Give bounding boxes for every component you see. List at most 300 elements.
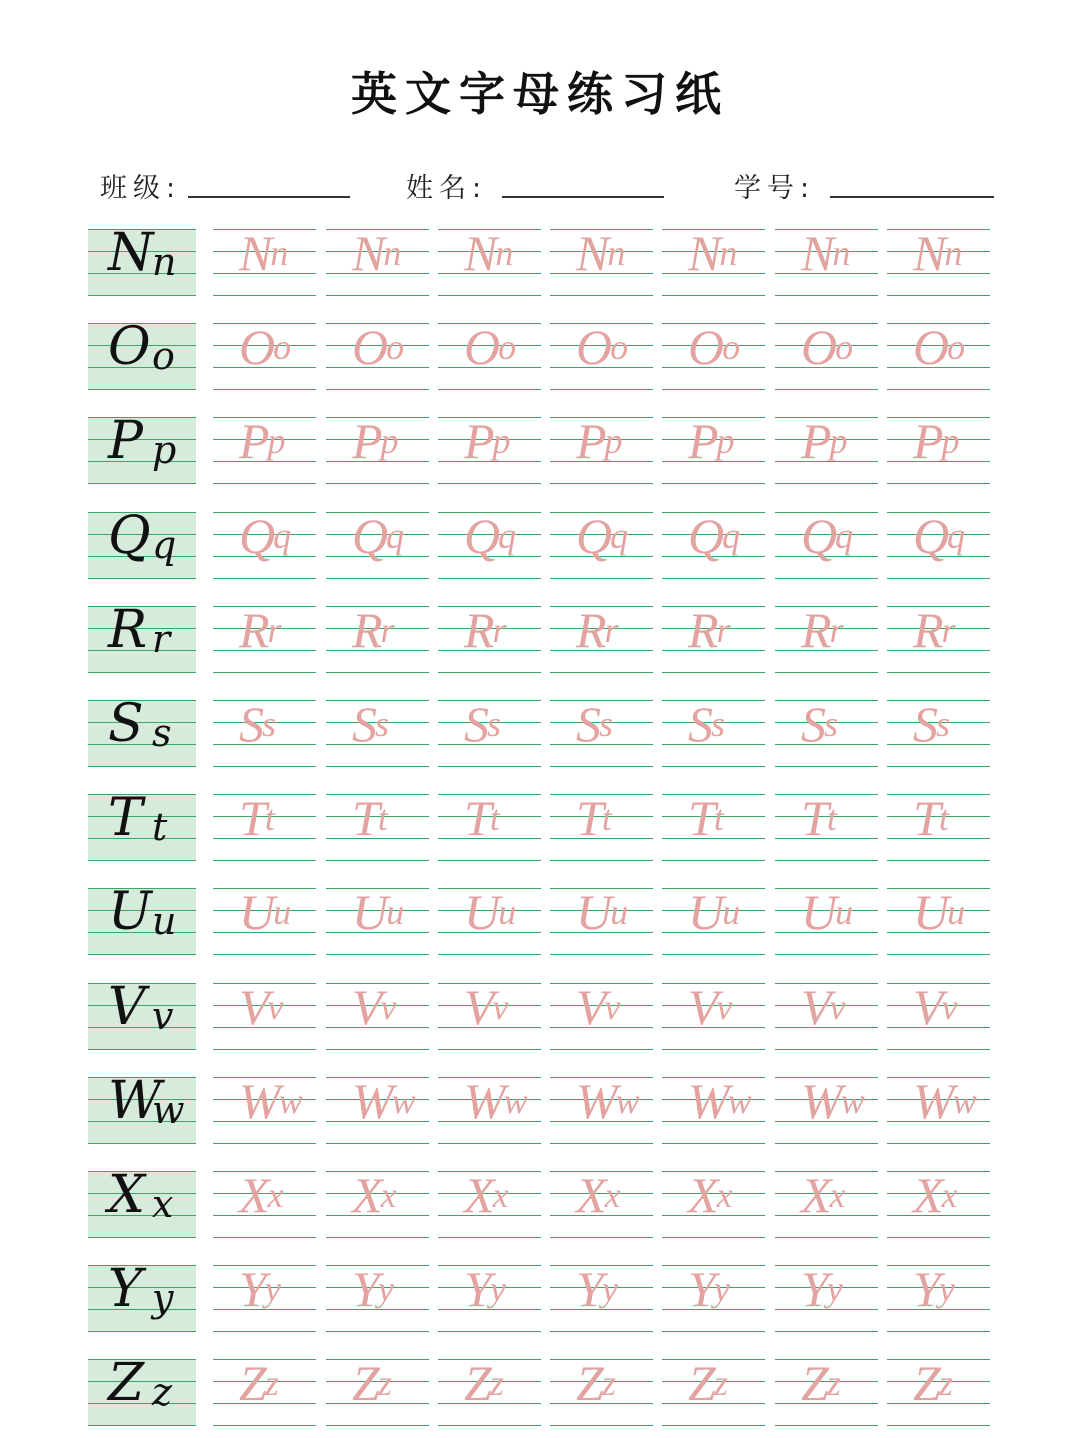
trace-lowercase: o [610, 327, 629, 368]
trace-cell[interactable] [775, 790, 881, 860]
trace-cell[interactable] [213, 319, 319, 389]
trace-uppercase: O [801, 319, 838, 376]
trace-uppercase: W [352, 1072, 394, 1129]
trace-lowercase: n [270, 233, 289, 273]
trace-uppercase: V [352, 978, 383, 1035]
trace-cell[interactable] [775, 413, 881, 483]
trace-cell[interactable] [662, 225, 768, 295]
student-id-blank-line[interactable] [830, 196, 994, 198]
trace-guide-line [887, 1331, 990, 1332]
trace-lowercase: s [936, 704, 951, 744]
model-lowercase: p [152, 428, 177, 473]
trace-uppercase: T [352, 790, 380, 847]
trace-lowercase: n [607, 233, 626, 273]
trace-cell[interactable] [438, 601, 544, 672]
trace-lowercase: w [952, 1080, 977, 1121]
trace-cell[interactable] [550, 1261, 656, 1331]
trace-guide-line [438, 1049, 541, 1050]
trace-cell[interactable] [326, 978, 432, 1049]
trace-lowercase: w [615, 1080, 640, 1121]
trace-cell[interactable] [213, 884, 319, 954]
trace-lowercase: r [941, 609, 956, 650]
trace-cell[interactable] [887, 1167, 993, 1237]
trace-guide-line [887, 1237, 990, 1238]
trace-guide-line [550, 389, 653, 390]
trace-cell[interactable] [662, 884, 768, 954]
trace-uppercase: Z [576, 1355, 604, 1412]
trace-cell[interactable] [662, 319, 768, 389]
trace-uppercase: R [801, 601, 832, 658]
trace-guide-line [662, 389, 765, 390]
trace-uppercase: V [239, 978, 270, 1035]
trace-lowercase: o [722, 327, 741, 368]
trace-uppercase: N [464, 225, 498, 281]
trace-letter-pair [352, 696, 390, 752]
trace-lowercase: r [492, 609, 507, 650]
trace-uppercase: R [239, 601, 270, 658]
trace-uppercase: Y [576, 1261, 604, 1318]
trace-lowercase: u [835, 892, 854, 933]
trace-letter-pair [239, 1072, 303, 1129]
trace-guide-line [438, 295, 541, 296]
letter-row [0, 1165, 1080, 1237]
trace-cell[interactable] [213, 1167, 319, 1237]
model-letter-pair [88, 788, 196, 860]
trace-letter-pair [464, 225, 514, 281]
name-blank-line[interactable] [502, 196, 664, 198]
trace-uppercase: V [688, 978, 719, 1035]
trace-letter-pair [801, 1261, 843, 1318]
trace-uppercase: O [576, 319, 613, 376]
trace-cell[interactable] [775, 978, 881, 1049]
trace-uppercase: Y [464, 1261, 492, 1318]
trace-uppercase: Y [688, 1261, 716, 1318]
trace-letter-pair [464, 790, 500, 847]
trace-lowercase: q [835, 515, 854, 556]
trace-uppercase: O [464, 319, 501, 376]
trace-guide-line [213, 1143, 316, 1144]
model-uppercase: R [108, 599, 148, 660]
trace-guide-line [438, 1331, 541, 1332]
trace-uppercase: O [688, 319, 725, 376]
trace-cell[interactable] [887, 601, 993, 672]
trace-letter-pair [576, 601, 619, 658]
trace-cell[interactable] [326, 413, 432, 483]
student-id-field[interactable] [734, 160, 1000, 208]
trace-cell[interactable] [438, 1355, 544, 1425]
trace-letter-pair [688, 1261, 730, 1318]
trace-guide-line [775, 672, 878, 673]
trace-letter-pair [688, 319, 741, 376]
trace-lowercase: y [826, 1269, 843, 1310]
trace-guide-line [438, 1237, 541, 1238]
model-uppercase: V [108, 976, 146, 1037]
trace-lowercase: p [604, 421, 623, 462]
trace-guide-line [550, 766, 653, 767]
trace-cell[interactable] [550, 507, 656, 578]
trace-uppercase: Z [464, 1355, 492, 1412]
trace-letter-pair [688, 507, 741, 564]
trace-cell[interactable] [550, 790, 656, 860]
trace-guide-line [775, 1331, 878, 1332]
trace-guide-line [326, 1237, 429, 1238]
trace-cell[interactable] [550, 413, 656, 483]
trace-letter-pair [913, 601, 956, 658]
trace-letter-pair [688, 601, 731, 658]
trace-cell[interactable] [887, 1072, 993, 1143]
trace-cell[interactable] [662, 1261, 768, 1331]
trace-lowercase: s [824, 704, 839, 744]
trace-letter-pair [801, 884, 854, 941]
trace-cell[interactable] [662, 978, 768, 1049]
trace-letter-pair [688, 1355, 728, 1412]
trace-cell[interactable] [887, 790, 993, 860]
trace-cell[interactable] [775, 1261, 881, 1331]
trace-cell[interactable] [326, 696, 432, 766]
trace-guide-line [887, 860, 990, 861]
trace-cell[interactable] [326, 601, 432, 672]
trace-cell[interactable] [662, 1167, 768, 1237]
trace-cell[interactable] [213, 507, 319, 578]
trace-cell[interactable] [326, 225, 432, 295]
trace-uppercase: Y [239, 1261, 267, 1318]
trace-guide-line [438, 483, 541, 484]
trace-cell[interactable] [550, 225, 656, 295]
trace-guide-line [326, 1331, 429, 1332]
trace-cell[interactable] [438, 1072, 544, 1143]
trace-uppercase: O [239, 319, 276, 376]
trace-cell[interactable] [438, 978, 544, 1049]
trace-cell[interactable] [438, 696, 544, 766]
model-letter-pair [88, 223, 196, 295]
trace-guide-line [662, 1425, 765, 1426]
trace-uppercase: X [239, 1167, 270, 1223]
trace-cell[interactable] [438, 507, 544, 578]
trace-cell[interactable] [326, 1072, 432, 1143]
trace-uppercase: Q [352, 507, 389, 564]
trace-lowercase: p [492, 421, 511, 462]
trace-uppercase: S [576, 696, 601, 752]
trace-letter-pair [464, 884, 517, 941]
trace-cell[interactable] [775, 884, 881, 954]
trace-guide-line [887, 672, 990, 673]
trace-lowercase: x [380, 1175, 397, 1215]
trace-lowercase: s [262, 704, 277, 744]
trace-cell[interactable] [775, 601, 881, 672]
trace-cell[interactable] [775, 507, 881, 578]
trace-lowercase: o [498, 327, 517, 368]
trace-cell[interactable] [550, 601, 656, 672]
trace-guide-line [887, 1143, 990, 1144]
trace-lowercase: t [264, 798, 275, 839]
trace-uppercase: N [239, 225, 273, 281]
trace-uppercase: T [801, 790, 829, 847]
trace-cell[interactable] [775, 1167, 881, 1237]
trace-cell[interactable] [775, 696, 881, 766]
trace-guide-line [550, 1331, 653, 1332]
trace-guide-line [775, 1049, 878, 1050]
trace-letter-pair [239, 413, 286, 470]
trace-lowercase: r [604, 609, 619, 650]
trace-lowercase: z [938, 1363, 953, 1404]
model-uppercase: Y [108, 1259, 143, 1320]
trace-cell[interactable] [438, 225, 544, 295]
trace-cell[interactable] [662, 1072, 768, 1143]
trace-cell[interactable] [326, 1261, 432, 1331]
trace-letter-pair [913, 1261, 955, 1318]
trace-cell[interactable] [775, 1355, 881, 1425]
trace-cell[interactable] [887, 413, 993, 483]
trace-cell[interactable] [550, 1167, 656, 1237]
trace-cell[interactable] [662, 601, 768, 672]
trace-guide-line [438, 766, 541, 767]
trace-uppercase: T [576, 790, 604, 847]
trace-letter-pair [801, 413, 848, 470]
trace-guide-line [775, 578, 878, 579]
trace-guide-line [326, 578, 429, 579]
trace-guide-line [887, 766, 990, 767]
trace-uppercase: R [688, 601, 719, 658]
trace-lowercase: y [264, 1269, 281, 1310]
trace-cell[interactable] [887, 319, 993, 389]
trace-guide-line [326, 1143, 429, 1144]
trace-cell[interactable] [887, 884, 993, 954]
trace-cell[interactable] [662, 507, 768, 578]
trace-letter-pair [801, 1167, 846, 1223]
trace-cell[interactable] [887, 1355, 993, 1425]
trace-uppercase: Q [913, 507, 950, 564]
letter-row [0, 976, 1080, 1049]
trace-guide-line [550, 1049, 653, 1050]
trace-letter-pair [239, 225, 289, 281]
student-info-row [100, 160, 1000, 210]
trace-letter-pair [464, 601, 507, 658]
trace-cell[interactable] [550, 319, 656, 389]
trace-lowercase: p [829, 421, 848, 462]
class-blank-line[interactable] [188, 196, 350, 198]
trace-guide-line [326, 1049, 429, 1050]
trace-letter-pair [352, 1355, 392, 1412]
trace-guide-line [213, 1237, 316, 1238]
trace-letter-pair [801, 696, 839, 752]
trace-guide-line [213, 1425, 316, 1426]
model-lowercase: z [152, 1370, 173, 1415]
trace-cell[interactable] [775, 1072, 881, 1143]
model-uppercase: S [108, 694, 144, 754]
trace-lowercase: q [273, 515, 292, 556]
trace-guide-line [775, 483, 878, 484]
trace-cell[interactable] [775, 225, 881, 295]
trace-cell[interactable] [213, 225, 319, 295]
trace-cell[interactable] [662, 696, 768, 766]
trace-cell[interactable] [326, 790, 432, 860]
letter-row [0, 1353, 1080, 1425]
trace-cell[interactable] [887, 507, 993, 578]
trace-lowercase: u [498, 892, 517, 933]
trace-guide-line [550, 1425, 653, 1426]
trace-letter-pair [576, 884, 629, 941]
trace-cell[interactable] [438, 884, 544, 954]
trace-lowercase: x [492, 1175, 509, 1215]
trace-uppercase: Z [239, 1355, 267, 1412]
trace-cell[interactable] [326, 1355, 432, 1425]
model-guide-line [88, 578, 196, 579]
trace-guide-line [662, 1331, 765, 1332]
trace-uppercase: U [239, 884, 276, 941]
trace-lowercase: w [727, 1080, 752, 1121]
trace-cell[interactable] [550, 1355, 656, 1425]
trace-guide-line [213, 578, 316, 579]
model-uppercase: Q [108, 505, 151, 566]
letter-row [0, 788, 1080, 860]
trace-uppercase: N [801, 225, 835, 281]
trace-lowercase: u [947, 892, 966, 933]
trace-cell[interactable] [438, 1261, 544, 1331]
trace-lowercase: t [826, 798, 837, 839]
trace-uppercase: S [464, 696, 489, 752]
trace-letter-pair [464, 1355, 504, 1412]
trace-cell[interactable] [887, 696, 993, 766]
trace-guide-line [662, 860, 765, 861]
trace-letter-pair [576, 225, 626, 281]
trace-cell[interactable] [213, 1261, 319, 1331]
model-lowercase: q [152, 522, 177, 567]
trace-lowercase: u [386, 892, 405, 933]
trace-cell[interactable] [887, 225, 993, 295]
trace-guide-line [326, 389, 429, 390]
trace-cell[interactable] [438, 1167, 544, 1237]
trace-letter-pair [688, 1167, 733, 1223]
letter-row [0, 317, 1080, 389]
trace-cell[interactable] [887, 978, 993, 1049]
trace-lowercase: u [273, 892, 292, 933]
trace-letter-pair [464, 978, 509, 1035]
trace-lowercase: r [829, 609, 844, 650]
trace-cell[interactable] [775, 319, 881, 389]
model-lowercase: r [152, 616, 171, 661]
trace-cell[interactable] [326, 319, 432, 389]
trace-cell[interactable] [550, 978, 656, 1049]
trace-lowercase: r [267, 609, 282, 650]
model-lowercase: v [152, 993, 174, 1038]
trace-letter-pair [352, 1167, 397, 1223]
trace-lowercase: t [489, 798, 500, 839]
trace-cell[interactable] [550, 696, 656, 766]
model-lowercase: u [152, 899, 177, 944]
model-letter-pair [88, 1353, 196, 1425]
trace-guide-line [326, 483, 429, 484]
letter-row [0, 223, 1080, 295]
trace-letter-pair [913, 790, 949, 847]
trace-lowercase: n [495, 233, 514, 273]
trace-cell[interactable] [438, 319, 544, 389]
trace-lowercase: w [503, 1080, 528, 1121]
trace-cell[interactable] [213, 790, 319, 860]
model-guide-line [88, 1237, 196, 1238]
trace-guide-line [438, 1143, 541, 1144]
model-uppercase: X [108, 1165, 146, 1225]
model-letter-pair [88, 882, 196, 954]
trace-lowercase: v [716, 986, 733, 1027]
trace-cell[interactable] [662, 413, 768, 483]
trace-lowercase: t [601, 798, 612, 839]
trace-cell[interactable] [213, 1355, 319, 1425]
trace-guide-line [887, 1425, 990, 1426]
trace-cell[interactable] [438, 790, 544, 860]
trace-cell[interactable] [550, 884, 656, 954]
trace-uppercase: U [801, 884, 838, 941]
trace-cell[interactable] [662, 1355, 768, 1425]
trace-letter-pair [239, 1167, 284, 1223]
trace-cell[interactable] [213, 413, 319, 483]
trace-guide-line [213, 1049, 316, 1050]
trace-uppercase: R [464, 601, 495, 658]
trace-cell[interactable] [213, 696, 319, 766]
trace-uppercase: U [688, 884, 725, 941]
trace-uppercase: T [688, 790, 716, 847]
trace-letter-pair [464, 1167, 509, 1223]
trace-uppercase: O [913, 319, 950, 376]
model-letter-pair [88, 1070, 196, 1143]
model-guide-line [88, 1425, 196, 1426]
trace-lowercase: n [944, 233, 963, 273]
trace-letter-pair [352, 790, 388, 847]
model-lowercase: x [152, 1182, 174, 1226]
trace-guide-line [213, 766, 316, 767]
trace-letter-pair [576, 1072, 640, 1129]
trace-cell[interactable] [662, 790, 768, 860]
trace-cell[interactable] [438, 413, 544, 483]
trace-guide-line [662, 483, 765, 484]
trace-letter-pair [239, 884, 292, 941]
trace-letter-pair [688, 696, 726, 752]
trace-cell[interactable] [213, 1072, 319, 1143]
trace-cell[interactable] [213, 601, 319, 672]
name-label: 姓名: [406, 173, 488, 204]
trace-guide-line [550, 860, 653, 861]
trace-uppercase: Z [352, 1355, 380, 1412]
trace-cell[interactable] [550, 1072, 656, 1143]
trace-cell[interactable] [326, 507, 432, 578]
trace-guide-line [326, 295, 429, 296]
trace-cell[interactable] [326, 884, 432, 954]
trace-lowercase: t [713, 798, 724, 839]
trace-letter-pair [239, 696, 277, 752]
trace-lowercase: s [599, 704, 614, 744]
trace-guide-line [213, 954, 316, 955]
trace-guide-line [887, 954, 990, 955]
trace-cell[interactable] [887, 1261, 993, 1331]
trace-cell[interactable] [213, 978, 319, 1049]
trace-letter-pair [464, 1261, 506, 1318]
trace-lowercase: v [380, 986, 397, 1027]
trace-lowercase: y [601, 1269, 618, 1310]
trace-lowercase: w [840, 1080, 865, 1121]
trace-lowercase: v [604, 986, 621, 1027]
trace-uppercase: V [801, 978, 832, 1035]
class-field[interactable] [100, 160, 352, 208]
trace-uppercase: W [576, 1072, 618, 1129]
trace-letter-pair [576, 507, 629, 564]
trace-letter-pair [464, 413, 511, 470]
name-field[interactable] [406, 160, 668, 208]
model-lowercase: n [152, 240, 177, 284]
trace-cell[interactable] [326, 1167, 432, 1237]
trace-guide-line [662, 1237, 765, 1238]
model-guide-line [88, 860, 196, 861]
trace-uppercase: X [576, 1167, 607, 1223]
trace-uppercase: W [801, 1072, 843, 1129]
